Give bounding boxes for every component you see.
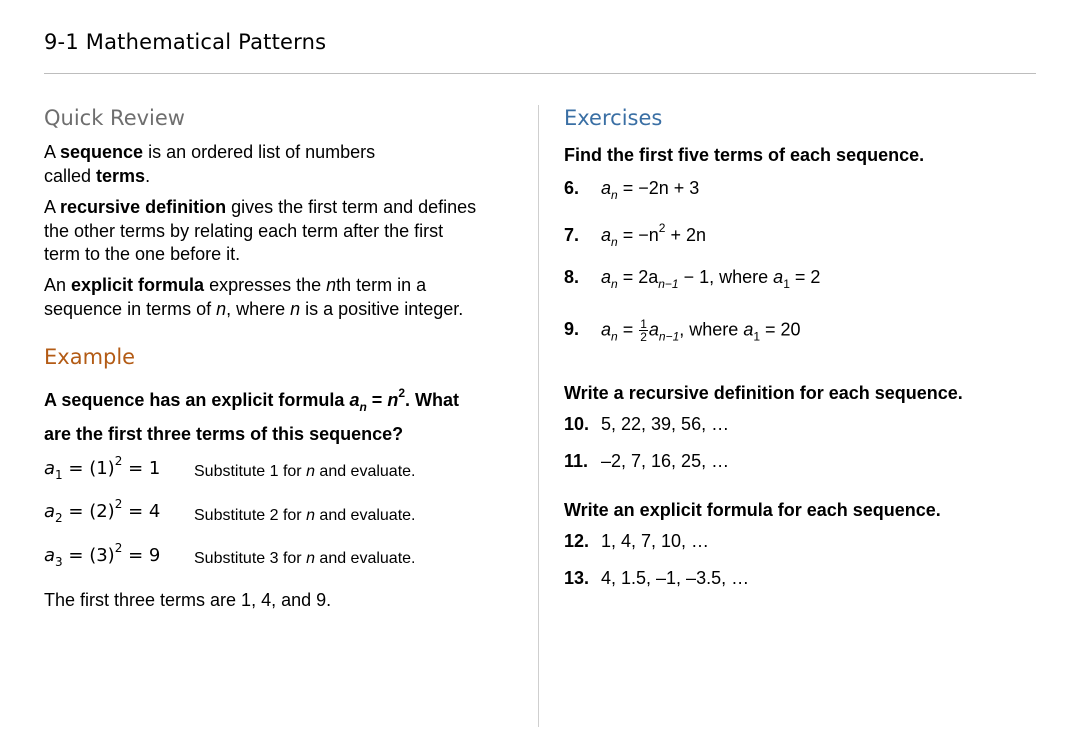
exercises-instruction-explicit: Write an explicit formula for each sequence.: [564, 500, 941, 520]
exercises-instruction-recursive: Write a recursive definition for each sequence.: [564, 383, 963, 403]
exercise-11: 11. –2, 7, 16, 25, …: [564, 451, 730, 471]
exercise-12: 12. 1, 4, 7, 10, …: [564, 531, 710, 551]
header-divider: [44, 73, 1036, 74]
exercises-instruction-five-terms: Find the first five terms of each sequence.: [564, 145, 925, 165]
example-step-1-note: Substitute 1 for n and evaluate.: [194, 463, 416, 480]
exercises-heading: Exercises: [564, 106, 663, 130]
example-question-line-1: A sequence has an explicit formula $a_n = n^2$. What: [44, 386, 459, 414]
exercise-13: 13. 4, 1.5, –1, –3.5, …: [564, 568, 750, 588]
example-step-3-note: Substitute 3 for n and evaluate.: [194, 550, 416, 567]
exercise-10: 10. 5, 22, 39, 56, …: [564, 414, 730, 434]
example-heading: Example: [44, 345, 136, 369]
exercise-6: 6. $a_n = -2n + 3$: [564, 178, 700, 202]
example-step-3-equation: $a_3 = (3)^2 = 9$: [44, 541, 161, 569]
quick-review-heading: Quick Review: [44, 106, 185, 130]
exercise-7: 7. $a_n = -n^2 + 2n$: [564, 221, 706, 249]
quick-review-paragraph-1: A sequence is an ordered list of numbers called terms.: [44, 142, 376, 186]
exercise-9: 9. $a_n$ = $\frac{1}{2}$ $a_{n-1}$, where $a_1 = 20$: [564, 317, 801, 344]
page-title: 9-1 Mathematical Patterns: [44, 30, 327, 54]
column-divider: [538, 105, 539, 727]
fraction-one-half: $\frac{1}{2}$: [640, 317, 647, 344]
example-conclusion: The first three terms are 1, 4, and 9.: [44, 590, 332, 610]
quick-review-paragraph-3: An explicit formula expresses the nth term in a sequence in terms of n, where n is a positive integer.: [44, 275, 464, 319]
exercise-8: 8. $a_n = 2a_{n-1} - 1$, where $a_1 = 2$: [564, 267, 821, 291]
quick-review-paragraph-2: A recursive definition gives the first term and defines the other terms by relating each term after the first term to the one before it.: [44, 197, 477, 264]
example-step-2-equation: $a_2 = (2)^2 = 4$: [44, 497, 161, 525]
example-step-1-equation: $a_1 = (1)^2 = 1$: [44, 454, 161, 482]
example-question-line-2: are the first three terms of this sequence?: [44, 424, 404, 444]
example-step-2-note: Substitute 2 for n and evaluate.: [194, 507, 416, 524]
